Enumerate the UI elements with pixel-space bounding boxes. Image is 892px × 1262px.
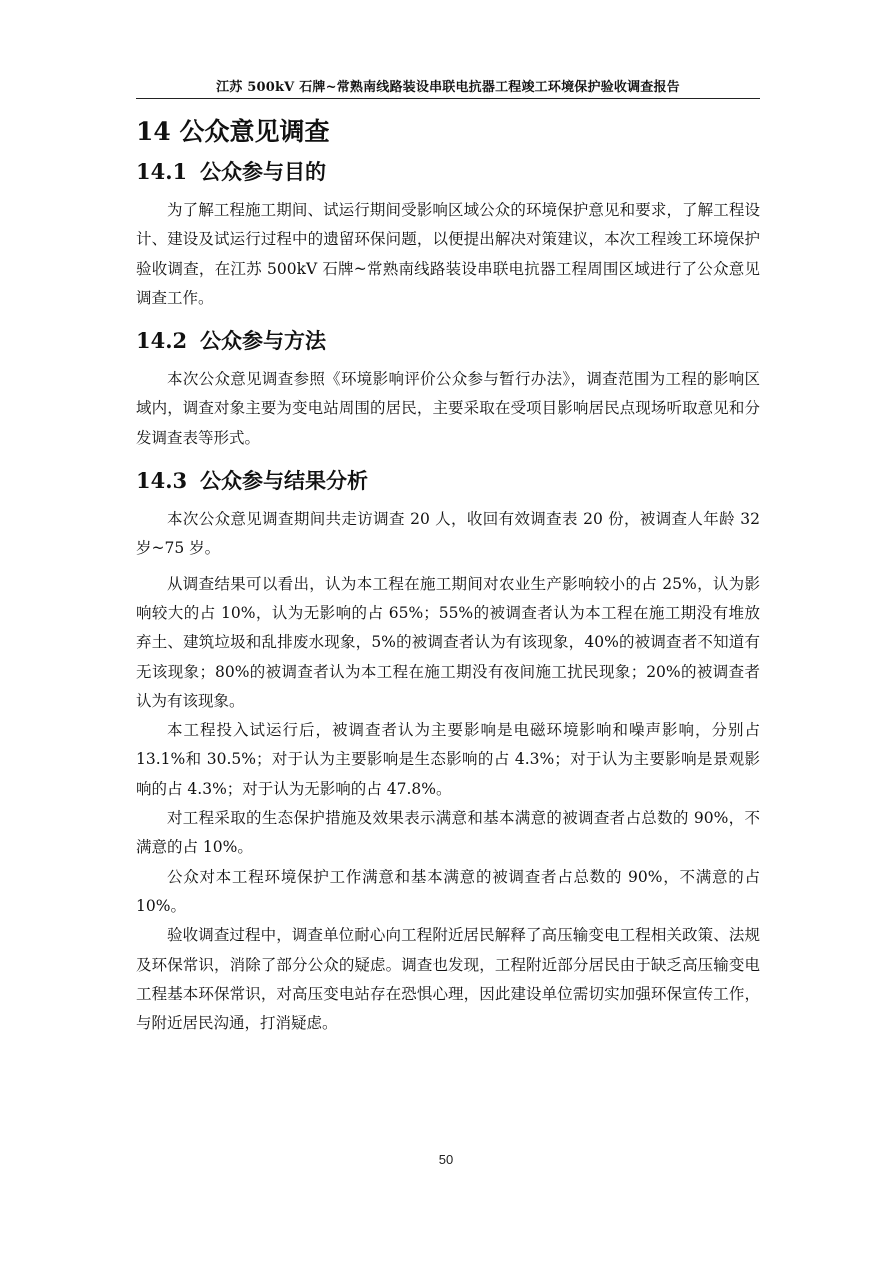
paragraph: 从调查结果可以看出，认为本工程在施工期间对农业生产影响较小的占 25%，认为影响较大的占 10%，认为无影响的占 65%；55%的被调查者认为本工程在施工期没有堆放弃土、建筑垃圾和乱排废水现象，5%的被调查者认为有该现象，40%的被调查者不知道有无该现象；80%的被调查者认为本工程在施工期没有夜间施工扰民现象；20%的被调查者认为有该现象。 — [136, 574, 760, 710]
section-number: 14.1 — [136, 159, 188, 184]
header-divider — [136, 98, 760, 99]
paragraph: 公众对本工程环境保护工作满意和基本满意的被调查者占总数的 90%，不满意的占 10%。 — [136, 867, 760, 915]
page-content — [136, 112, 760, 1038]
paragraph: 本次公众意见调查期间共走访调查 20 人，收回有效调查表 20 份，被调查人年龄 32 岁~75 岁。 — [136, 510, 760, 558]
section-number: 14.2 — [136, 328, 188, 354]
section-title: 公众参与结果分析 — [200, 468, 368, 494]
paragraph: 本工程投入试运行后，被调查者认为主要影响是电磁环境影响和噪声影响，分别占 13.1%和 30.5%；对于认为主要影响是生态影响的占 4.3%；对于认为主要影响是景观影响的占 4.3%；对于认为无影响的占 47.8%。 — [136, 721, 760, 798]
section-heading-14-2 — [136, 323, 760, 359]
section-heading-14-3 — [136, 463, 760, 499]
running-header: 江苏 500kV 石牌~常熟南线路装设串联电抗器工程竣工环境保护验收调查报告 — [216, 80, 680, 95]
paragraph: 对工程采取的生态保护措施及效果表示满意和基本满意的被调查者占总数的 90%，不满意的占 10%。 — [136, 809, 760, 857]
paragraph: 为了解工程施工期间、试运行期间受影响区域公众的环境保护意见和要求，了解工程设计、建设及试运行过程中的遗留环保问题，以便提出解决对策建议，本次工程竣工环境保护验收调查，在江苏 500kV 石牌~常熟南线路装设串联电抗器工程周围区域进行了公众意见调查工作。 — [136, 201, 760, 307]
page-number: 50 — [438, 1152, 454, 1167]
section-title: 公众参与目的 — [200, 159, 326, 184]
paragraph: 验收调查过程中，调查单位耐心向工程附近居民解释了高压输变电工程相关政策、法规及环保常识，消除了部分公众的疑虑。调查也发现，工程附近部分居民由于缺乏高压输变电工程基本环保常识，对高压变电站存在恐惧心理，因此建设单位需切实加强环保宣传工作，与附近居民沟通，打消疑虑。 — [136, 926, 760, 1033]
section-number: 14.3 — [136, 468, 188, 494]
section-heading-14-1 — [136, 154, 760, 190]
chapter-title: 14 公众意见调查 — [136, 117, 330, 146]
section-title: 公众参与方法 — [200, 328, 326, 354]
paragraph: 本次公众意见调查参照《环境影响评价公众参与暂行办法》，调查范围为工程的影响区域内，调查对象主要为变电站周围的居民，主要采取在受项目影响居民点现场听取意见和分发调查表等形式。 — [136, 370, 760, 447]
